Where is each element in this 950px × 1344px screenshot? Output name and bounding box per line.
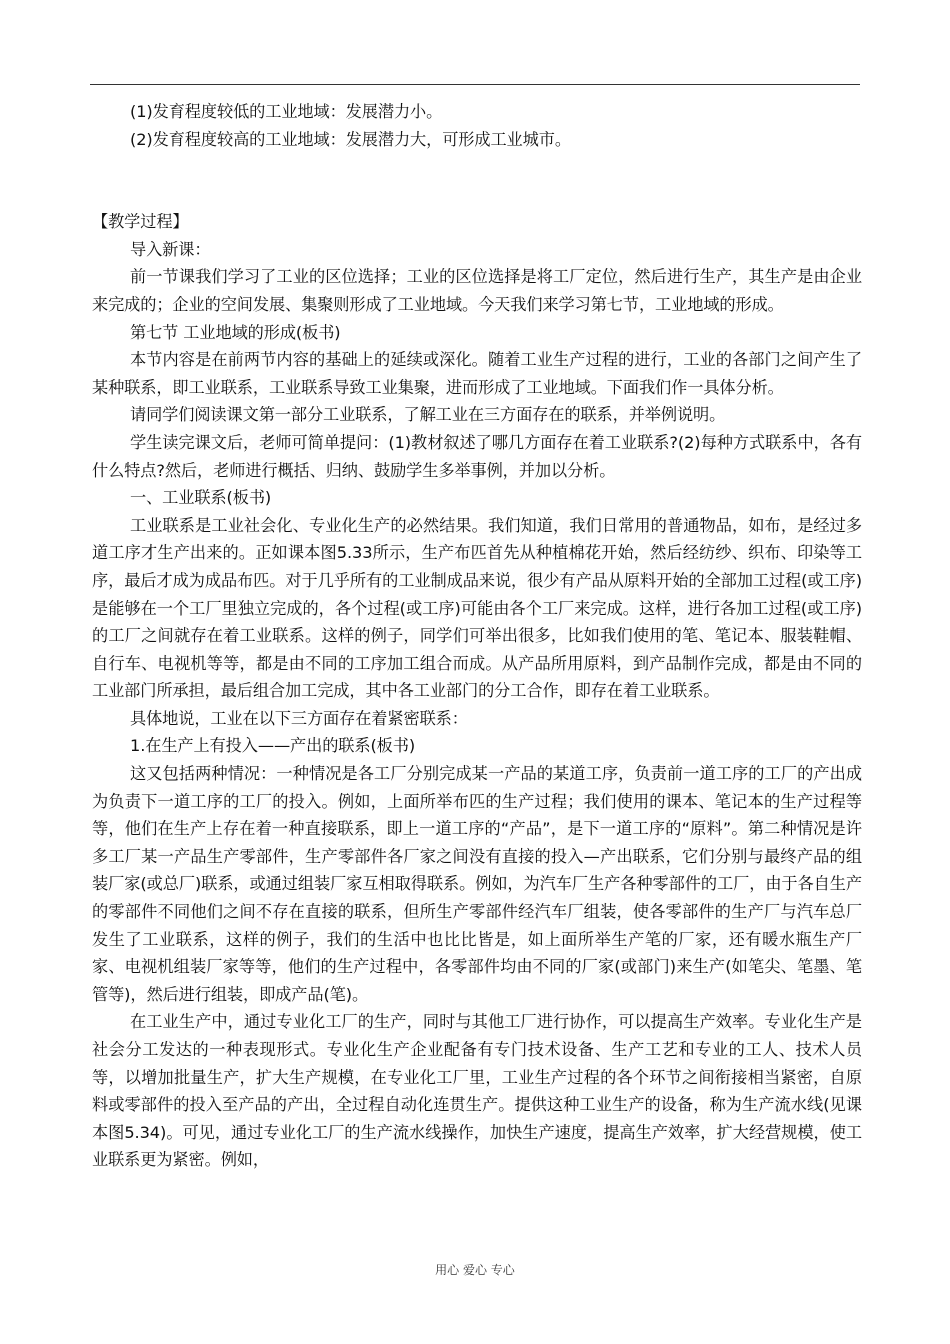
- spacer: [92, 153, 862, 208]
- paragraph: 具体地说，工业在以下三方面存在着紧密联系：: [130, 708, 468, 728]
- section-title: 第七节 工业地域的形成(板书): [130, 322, 341, 342]
- page-footer: 用心 爱心 专心: [435, 1263, 515, 1277]
- document-body: [92, 98, 862, 1174]
- paragraph: 学生读完课文后，老师可简单提问：(1)教材叙述了哪几方面存在着工业联系?(2)每种方式联系中，各有什么特点?然后，老师进行概括、归纳、鼓励学生多举事例，并加以分析。: [92, 432, 862, 480]
- paragraph: 本节内容是在前两节内容的基础上的延续或深化。随着工业生产过程的进行，工业的各部门之间产生了某种联系，即工业联系，工业联系导致工业集聚，进而形成了工业地域。下面我们作一具体分析。: [92, 350, 862, 397]
- point-title: 1.在生产上有投入——产出的联系(板书): [130, 736, 416, 756]
- paragraph: 请同学们阅读课文第一部分工业联系，了解工业在三方面存在的联系，并举例说明。: [130, 405, 726, 425]
- subsection-title: 一、工业联系(板书): [130, 488, 272, 508]
- paragraph: 工业联系是工业社会化、专业化生产的必然结果。我们知道，我们日常用的普通物品，如布，是经过多道工序才生产出来的。正如课本图5.33所示，生产布匹首先从种植棉花开始，然后经纺纱、织布、印染等工序，最后才成为成品布匹。对于几乎所有的工业制成品来说，很少有产品从原料开始的全部加工过程(或工序)是能够在一个工厂里独立完成的，各个过程(或工序)可能由各个工厂来完成。这样，进行各加工过程(或工序)的工厂之间就存在着工业联系。这样的例子，同学们可举出很多，比如我们使用的笔、笔记本、服装鞋帽、自行车、电视机等等，都是由不同的工序加工组合而成。从产品所用原料，到产品制作完成，都是由不同的工业部门所承担，最后组合加工完成，其中各工业部门的分工合作，即存在着工业联系。: [92, 515, 862, 701]
- paragraph: 前一节课我们学习了工业的区位选择；工业的区位选择是将工厂定位，然后进行生产，其生产是由企业来完成的；企业的空间发展、集聚则形成了工业地域。今天我们来学习第七节，工业地域的形成。: [92, 267, 862, 314]
- section-heading: 【教学过程】: [92, 212, 189, 232]
- point-1: (1)发育程度较低的工业地域：发展潜力小。: [130, 102, 443, 121]
- paragraph: 在工业生产中，通过专业化工厂的生产，同时与其他工厂进行协作，可以提高生产效率。专业化生产是社会分工发达的一种表现形式。专业化生产企业配备有专门技术设备、生产工艺和专业的工人、技术人员等，以增加批量生产，扩大生产规模，在专业化工厂里，工业生产过程的各个环节之间衔接相当紧密，自原料或零部件的投入至产品的产出，全过程自动化连贯生产。提供这种工业生产的设备，称为生产流水线(见课本图5.34)。可见，通过专业化工厂的生产流水线操作，加快生产速度，提高生产效率，扩大经营规模，使工业联系更为紧密。例如，: [92, 1012, 862, 1170]
- point-2: (2)发育程度较高的工业地域：发展潜力大，可形成工业城市。: [130, 129, 571, 149]
- paragraph: 这又包括两种情况：一种情况是各工厂分别完成某一产品的某道工序，负责前一道工序的工厂的产出成为负责下一道工序的工厂的投入。例如，上面所举布匹的生产过程；我们使用的课本、笔记本的生产过程等等，他们在生产上存在着一种直接联系，即上一道工序的“产品”，是下一道工序的“原料”。第二种情况是许多工厂某一产品生产零部件，生产零部件各厂家之间没有直接的投入—产出联系，它们分别与最终产品的组装厂家(或总厂)联系，或通过组装厂家互相取得联系。例如，为汽车厂生产各种零部件的工厂，由于各自生产的零部件不同他们之间不存在直接的联系，但所生产零部件经汽车厂组装，使各零部件的生产厂与汽车总厂发生了工业联系，这样的例子，我们的生活中也比比皆是，如上面所举生产笔的厂家，还有暖水瓶生产厂家、电视机组装厂家等等，他们的生产过程中，各零部件均由不同的厂家(或部门)来生产(如笔尖、笔墨、笔管等)，然后进行组装，即成产品(笔)。: [92, 764, 862, 1004]
- paragraph: 导入新课：: [130, 239, 211, 259]
- header-rule: [90, 84, 860, 85]
